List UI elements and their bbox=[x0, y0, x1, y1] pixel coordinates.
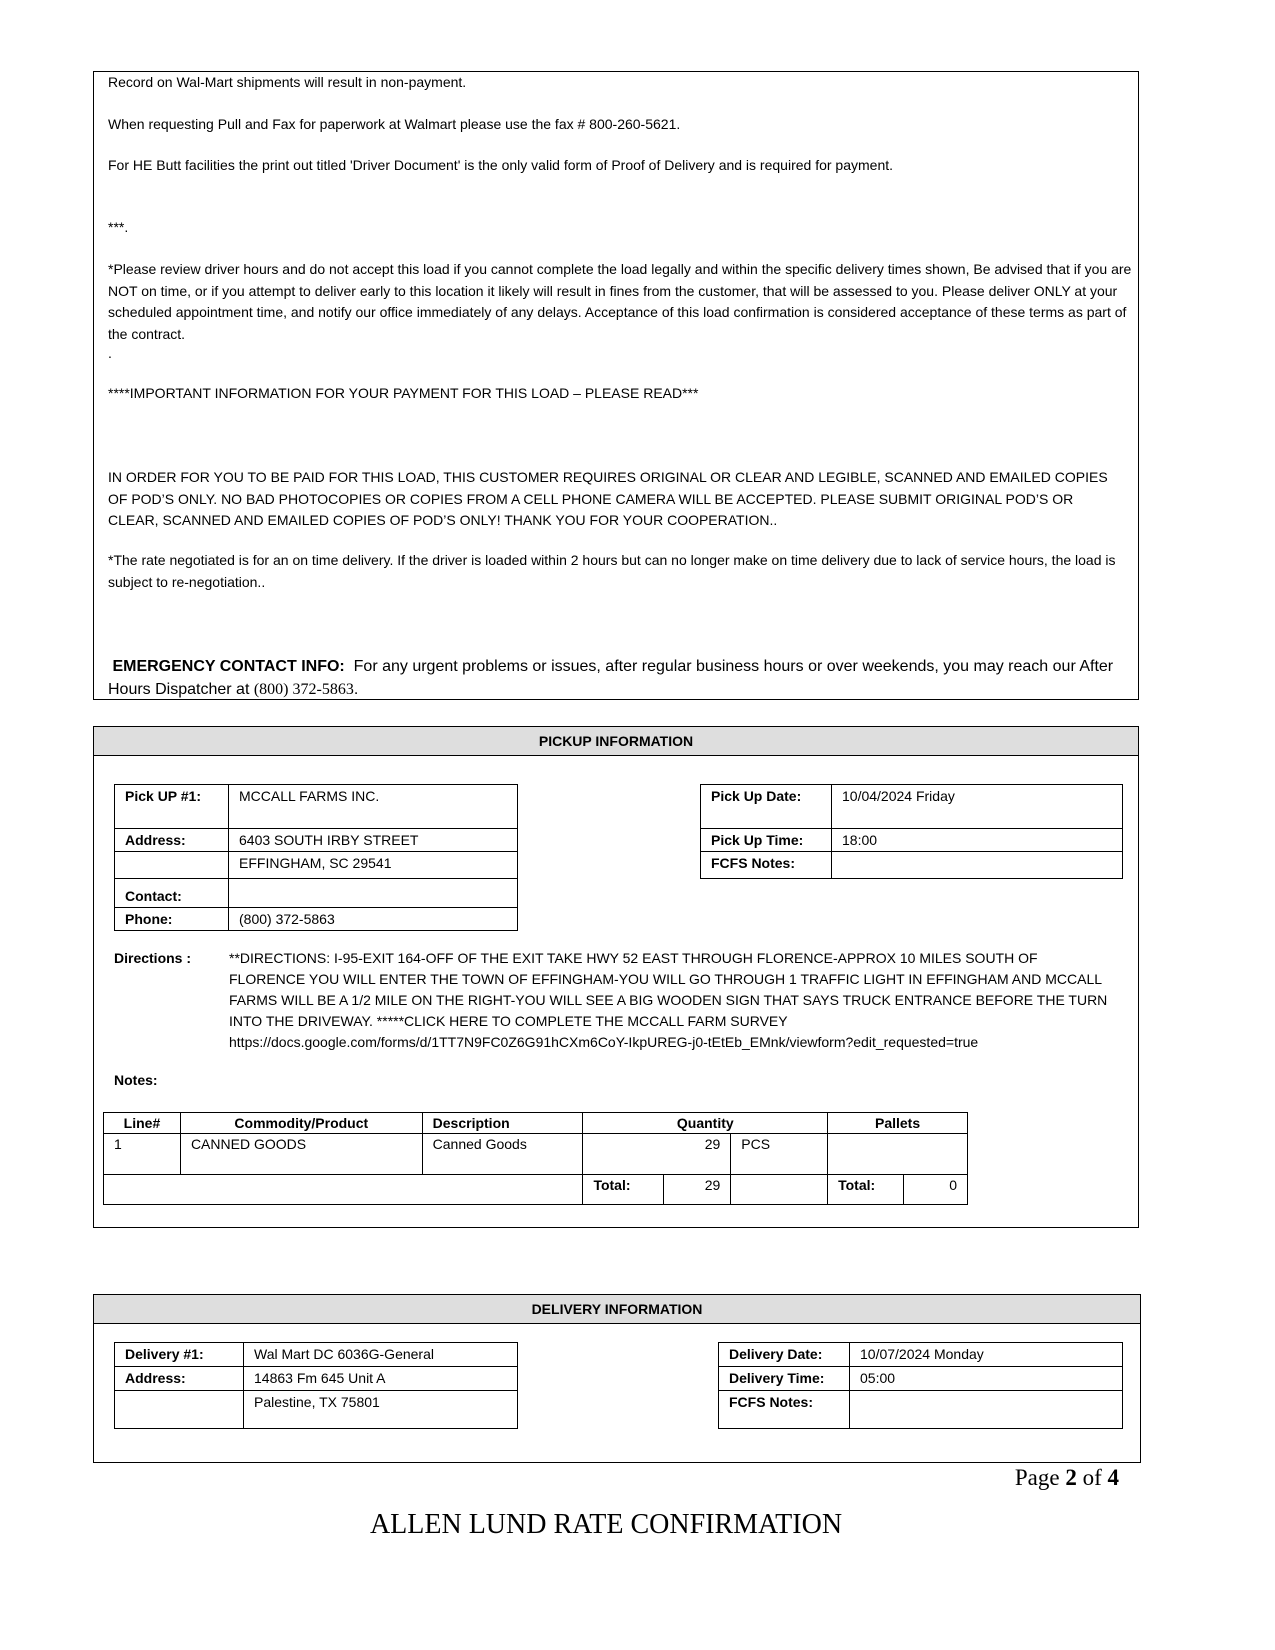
terms-stars: ***. bbox=[108, 219, 129, 235]
pickup-address-line1: 6403 SOUTH IRBY STREET bbox=[229, 829, 518, 852]
col-line: Line# bbox=[104, 1113, 181, 1134]
terms-walmart-record: Record on Wal-Mart shipments will result in non-payment. bbox=[108, 74, 467, 90]
pickup-time-label: Pick Up Time: bbox=[701, 829, 832, 852]
delivery-address-line1: 14863 Fm 645 Unit A bbox=[244, 1367, 518, 1391]
qty-total-label: Total: bbox=[583, 1175, 664, 1205]
terms-he-butt: For HE Butt facilities the print out titled 'Driver Document' is the only valid form of Proof of Delivery and is required for payment. bbox=[108, 157, 894, 173]
page-total: 4 bbox=[1107, 1465, 1119, 1490]
delivery-heading: DELIVERY INFORMATION bbox=[94, 1295, 1140, 1324]
qty-total-value: 29 bbox=[664, 1175, 731, 1205]
pickup-schedule-table bbox=[700, 784, 1123, 879]
pickup-location-table bbox=[114, 784, 518, 931]
delivery-address-blank bbox=[115, 1391, 244, 1429]
delivery-fcfs-value bbox=[850, 1391, 1123, 1429]
row-line: 1 bbox=[104, 1134, 181, 1175]
delivery-stop-value: Wal Mart DC 6036G-General bbox=[244, 1343, 518, 1367]
totals-row bbox=[104, 1175, 968, 1205]
emergency-contact-text: For any urgent problems or issues, after regular business hours or over weekends, you may reach our After Hours Dispatcher at bbox=[108, 658, 1114, 698]
emergency-phone: (800) 372-5863 bbox=[253, 681, 354, 698]
col-quantity: Quantity bbox=[583, 1113, 828, 1134]
pickup-heading: PICKUP INFORMATION bbox=[94, 727, 1138, 756]
pickup-stop-value: MCCALL FARMS INC. bbox=[229, 785, 518, 829]
pallets-total-label: Total: bbox=[828, 1175, 904, 1205]
pickup-fcfs-value bbox=[832, 852, 1123, 879]
col-pallets: Pallets bbox=[828, 1113, 968, 1134]
delivery-date-label: Delivery Date: bbox=[719, 1343, 850, 1367]
table-row bbox=[104, 1134, 968, 1175]
pickup-phone-value: (800) 372-5863 bbox=[229, 908, 518, 931]
delivery-address-label: Address: bbox=[115, 1367, 244, 1391]
terms-driver-hours: *Please review driver hours and do not accept this load if you cannot complete the load legally and within the specific delivery times shown, Be advised that if you are NOT on time, or if you attempt to deliver early to this location it likely will result in fines from the customer, that will be assessed to you. Please deliver ONLY at your scheduled appointment time, and notify our office immediately of any delays. Acceptance of this load confirmation is considered acceptance of these terms as part of the contract. bbox=[108, 261, 1132, 342]
commodity-table bbox=[103, 1112, 968, 1205]
pickup-address-label: Address: bbox=[115, 829, 229, 852]
pickup-address-blank bbox=[115, 852, 229, 879]
pallets-total-value: 0 bbox=[904, 1175, 968, 1205]
delivery-stop-label: Delivery #1: bbox=[115, 1343, 244, 1367]
pickup-phone-label: Phone: bbox=[115, 908, 229, 931]
pickup-contact-label: Contact: bbox=[115, 879, 229, 908]
page-prefix: Page bbox=[1014, 1465, 1060, 1490]
pickup-stop-label: Pick UP #1: bbox=[115, 785, 229, 829]
row-commodity: CANNED GOODS bbox=[180, 1134, 422, 1175]
pickup-date-label: Pick Up Date: bbox=[701, 785, 832, 829]
directions-label: Directions : bbox=[114, 950, 192, 966]
pickup-contact-value bbox=[229, 879, 518, 908]
document-title: ALLEN LUND RATE CONFIRMATION bbox=[369, 1509, 843, 1540]
delivery-time-label: Delivery Time: bbox=[719, 1367, 850, 1391]
pickup-fcfs-label: FCFS Notes: bbox=[701, 852, 832, 879]
delivery-schedule-table bbox=[718, 1342, 1123, 1429]
page-of: of bbox=[1082, 1465, 1102, 1490]
delivery-address-line2: Palestine, TX 75801 bbox=[244, 1391, 518, 1429]
terms-walmart-fax: When requesting Pull and Fax for paperwork at Walmart please use the fax # 800-260-5621. bbox=[108, 116, 681, 132]
page-current: 2 bbox=[1065, 1465, 1077, 1490]
terms-dot: . bbox=[108, 345, 112, 361]
qty-total-unit bbox=[731, 1175, 828, 1205]
terms-important-heading: ****IMPORTANT INFORMATION FOR YOUR PAYMENT FOR THIS LOAD – PLEASE READ*** bbox=[108, 385, 699, 401]
row-description: Canned Goods bbox=[422, 1134, 583, 1175]
directions-text: **DIRECTIONS: I-95-EXIT 164-OFF OF THE EXIT TAKE HWY 52 EAST THROUGH FLORENCE-APPROX 10 MILES SOUTH OF FLORENCE YOU WILL ENTER THE TOWN OF EFFINGHAM-YOU WILL GO THROUGH 1 TRAFFIC LIGHT IN EFFINGHAM AND MCCALL FARMS WILL BE A 1/2 MILE ON THE RIGHT-YOU WILL SEE A BIG WOODEN SIGN THAT SAYS TRUCK ENTRANCE BEFORE THE TURN INTO THE DRIVEWAY. *****CLICK HERE TO COMPLETE THE MCCALL FARM SURVEY https://docs.google.com/forms/d/1TT7N9FC0Z6G91hCXm6CoY-IkpUREG-j0-tEtEb_EMnk/viewform?edit_requested=true bbox=[229, 950, 1108, 1050]
emergency-contact-label: EMERGENCY CONTACT INFO: bbox=[112, 658, 345, 675]
pickup-address-line2: EFFINGHAM, SC 29541 bbox=[229, 852, 518, 879]
page-number bbox=[1015, 1463, 1119, 1493]
terms-pod-requirements: IN ORDER FOR YOU TO BE PAID FOR THIS LOAD, THIS CUSTOMER REQUIRES ORIGINAL OR CLEAR AND LEGIBLE, SCANNED AND EMAILED COPIES OF POD’S ONLY. NO BAD PHOTOCOPIES OR COPIES FROM A CELL PHONE CAMERA WILL BE ACCEPTED. PLEASE SUBMIT ORIGINAL POD’S OR CLEAR, SCANNED AND EMAILED COPIES OF POD’S ONLY! THANK YOU FOR YOUR COOPERATION.. bbox=[108, 469, 1108, 528]
row-pallets bbox=[828, 1134, 968, 1175]
delivery-date-value: 10/07/2024 Monday bbox=[850, 1343, 1123, 1367]
pickup-date-value: 10/04/2024 Friday bbox=[832, 785, 1123, 829]
emergency-contact bbox=[108, 655, 1118, 701]
row-unit: PCS bbox=[731, 1134, 828, 1175]
totals-blank bbox=[104, 1175, 583, 1205]
delivery-time-value: 05:00 bbox=[850, 1367, 1123, 1391]
pickup-notes-label: Notes: bbox=[114, 1072, 158, 1088]
row-qty: 29 bbox=[583, 1134, 731, 1175]
col-commodity: Commodity/Product bbox=[180, 1113, 422, 1134]
terms-rate-negotiation: *The rate negotiated is for an on time delivery. If the driver is loaded within 2 hours but can no longer make on time delivery due to lack of service hours, the load is subject to re-negotiation.. bbox=[108, 552, 1116, 590]
pickup-time-value: 18:00 bbox=[832, 829, 1123, 852]
delivery-fcfs-label: FCFS Notes: bbox=[719, 1391, 850, 1429]
delivery-location-table bbox=[114, 1342, 518, 1429]
emergency-end: . bbox=[353, 681, 359, 698]
col-description: Description bbox=[422, 1113, 583, 1134]
